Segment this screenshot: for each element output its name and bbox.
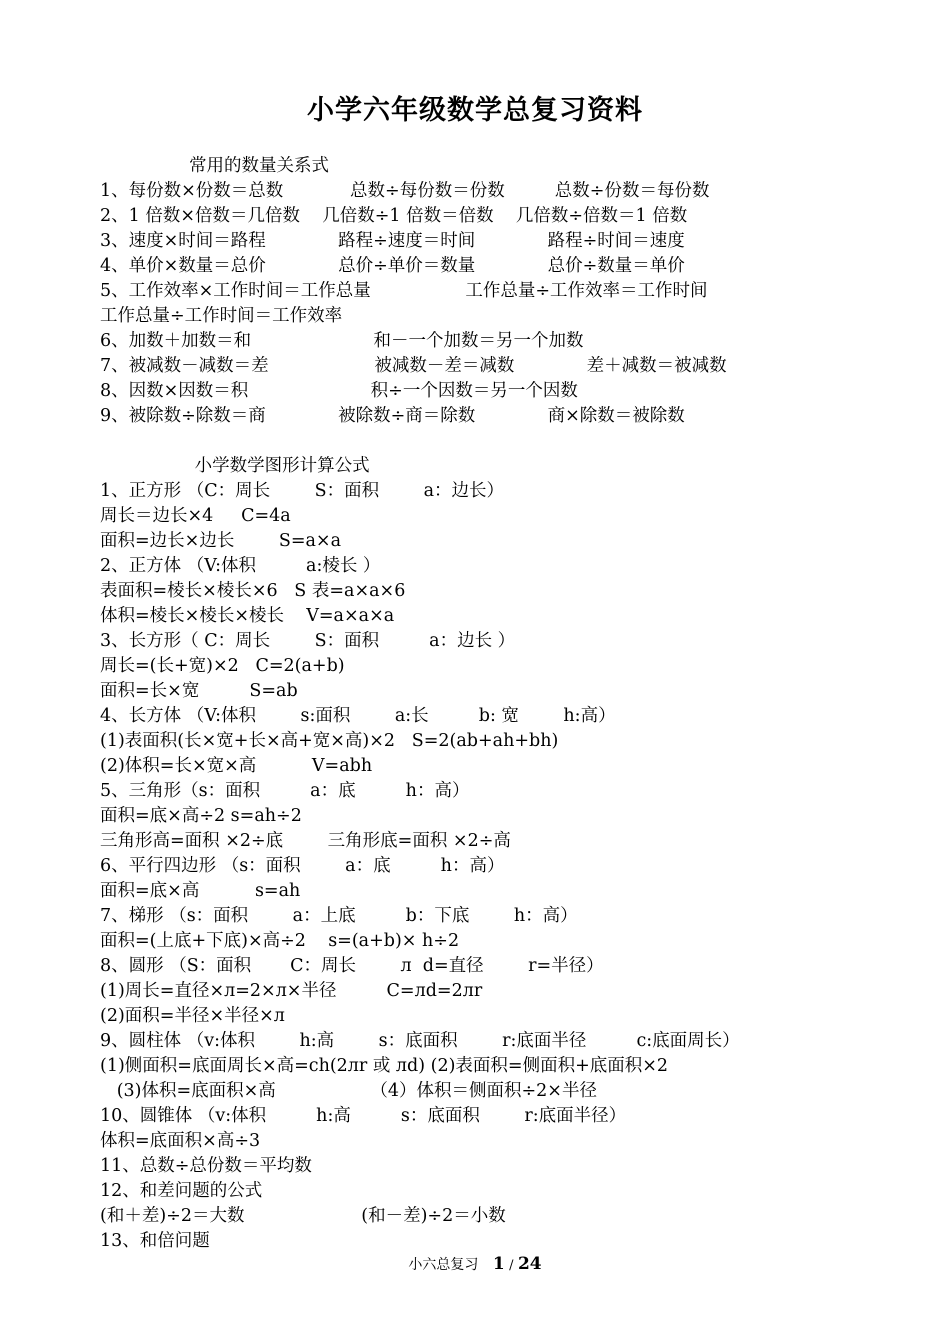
text-line: 面积=边长×边长 S=a×a bbox=[100, 531, 342, 551]
text-line: 12、和差问题的公式 bbox=[100, 1181, 263, 1201]
text-line: 面积=长×宽 S=ab bbox=[100, 681, 298, 701]
text-line: 周长=(长+宽)×2 C=2(a+b) bbox=[100, 656, 345, 676]
text-line: 7、被减数－减数＝差 被减数－差＝减数 差＋减数＝被减数 bbox=[100, 356, 727, 376]
text-line: 10、圆锥体 （v:体积 h:高 s：底面积 r:底面半径） bbox=[100, 1106, 627, 1126]
page-total: 24 bbox=[517, 1254, 542, 1274]
text-line: 2、正方体 （V:体积 a:棱长 ） bbox=[100, 556, 381, 576]
text-line: (2)面积=半径×半径×л bbox=[100, 1006, 285, 1026]
text-line: 3、长方形（ C：周长 S：面积 a：边长 ） bbox=[100, 631, 516, 651]
text-line: 三角形高=面积 ×2÷底 三角形底=面积 ×2÷高 bbox=[100, 831, 511, 851]
text-line: (3)体积=底面积×高 （4）体积＝侧面积÷2×半径 bbox=[100, 1081, 597, 1101]
text-line: 4、长方体 （V:体积 s:面积 a:长 b: 宽 h:高） bbox=[100, 706, 616, 726]
text-line: 1、每份数×份数＝总数 总数÷每份数＝份数 总数÷份数＝每份数 bbox=[100, 181, 710, 201]
text-line: 3、速度×时间＝路程 路程÷速度＝时间 路程÷时间＝速度 bbox=[100, 231, 685, 251]
text-line: 周长＝边长×4 C=4a bbox=[100, 506, 291, 526]
text-line: 1、正方形 （C：周长 S：面积 a：边长） bbox=[100, 481, 505, 501]
text-line: 面积=底×高 s=ah bbox=[100, 881, 301, 901]
text-line: 8、因数×因数＝积 积÷一个因数＝另一个因数 bbox=[100, 381, 578, 401]
text-line: (1)表面积(长×宽+长×高+宽×高)×2 S=2(ab+ah+bh) bbox=[100, 731, 559, 751]
text-line: (1)侧面积=底面周长×高=ch(2лr 或 лd) (2)表面积=侧面积+底面积×2 bbox=[100, 1056, 669, 1076]
text-line: 9、圆柱体 （v:体积 h:高 s：底面积 r:底面半径 c:底面周长） bbox=[100, 1031, 740, 1051]
text-line: 11、总数÷总份数＝平均数 bbox=[100, 1156, 312, 1176]
text-line: 2、1 倍数×倍数＝几倍数 几倍数÷1 倍数＝倍数 几倍数÷倍数＝1 倍数 bbox=[100, 206, 688, 226]
text-line: 体积=底面积×高÷3 bbox=[100, 1131, 261, 1151]
page-title: 小学六年级数学总复习资料 bbox=[307, 95, 643, 126]
text-line: (2)体积=长×宽×高 V=abh bbox=[100, 756, 373, 776]
text-line: (1)周长=直径×л=2×л×半径 C=лd=2лr bbox=[100, 981, 483, 1001]
text-line: 7、梯形 （s：面积 a：上底 b：下底 h：高） bbox=[100, 906, 578, 926]
text-line: 工作总量÷工作时间＝工作效率 bbox=[100, 306, 343, 326]
text-line: 常用的数量关系式 bbox=[100, 156, 330, 176]
text-line: 表面积=棱长×棱长×6 S 表=a×a×6 bbox=[100, 581, 406, 601]
text-line: 面积=底×高÷2 s=ah÷2 bbox=[100, 806, 302, 826]
page-number: 1 bbox=[492, 1254, 505, 1274]
text-line: 小学数学图形计算公式 bbox=[100, 456, 370, 476]
text-line: 6、加数＋加数＝和 和－一个加数＝另一个加数 bbox=[100, 331, 584, 351]
text-line: 5、三角形（s：面积 a：底 h：高） bbox=[100, 781, 470, 801]
page-footer bbox=[0, 1254, 950, 1274]
text-line: 体积=棱长×棱长×棱长 V=a×a×a bbox=[100, 606, 395, 626]
footer-label: 小六总复习 bbox=[408, 1257, 479, 1273]
text-line: 6、平行四边形 （s：面积 a：底 h：高） bbox=[100, 856, 505, 876]
text-line: 5、工作效率×工作时间＝工作总量 工作总量÷工作效率＝工作时间 bbox=[100, 281, 708, 301]
page-separator: / bbox=[509, 1258, 514, 1273]
text-line: 13、和倍问题 bbox=[100, 1231, 210, 1251]
text-line: 8、圆形 （S：面积 C：周长 л d=直径 r=半径） bbox=[100, 956, 604, 976]
text-line: 面积=(上底+下底)×高÷2 s=(a+b)× h÷2 bbox=[100, 931, 460, 951]
text-line: (和＋差)÷2＝大数 (和－差)÷2＝小数 bbox=[100, 1206, 506, 1226]
text-line: 4、单价×数量＝总价 总价÷单价＝数量 总价÷数量＝单价 bbox=[100, 256, 685, 276]
text-line: 9、被除数÷除数＝商 被除数÷商＝除数 商×除数＝被除数 bbox=[100, 406, 685, 426]
